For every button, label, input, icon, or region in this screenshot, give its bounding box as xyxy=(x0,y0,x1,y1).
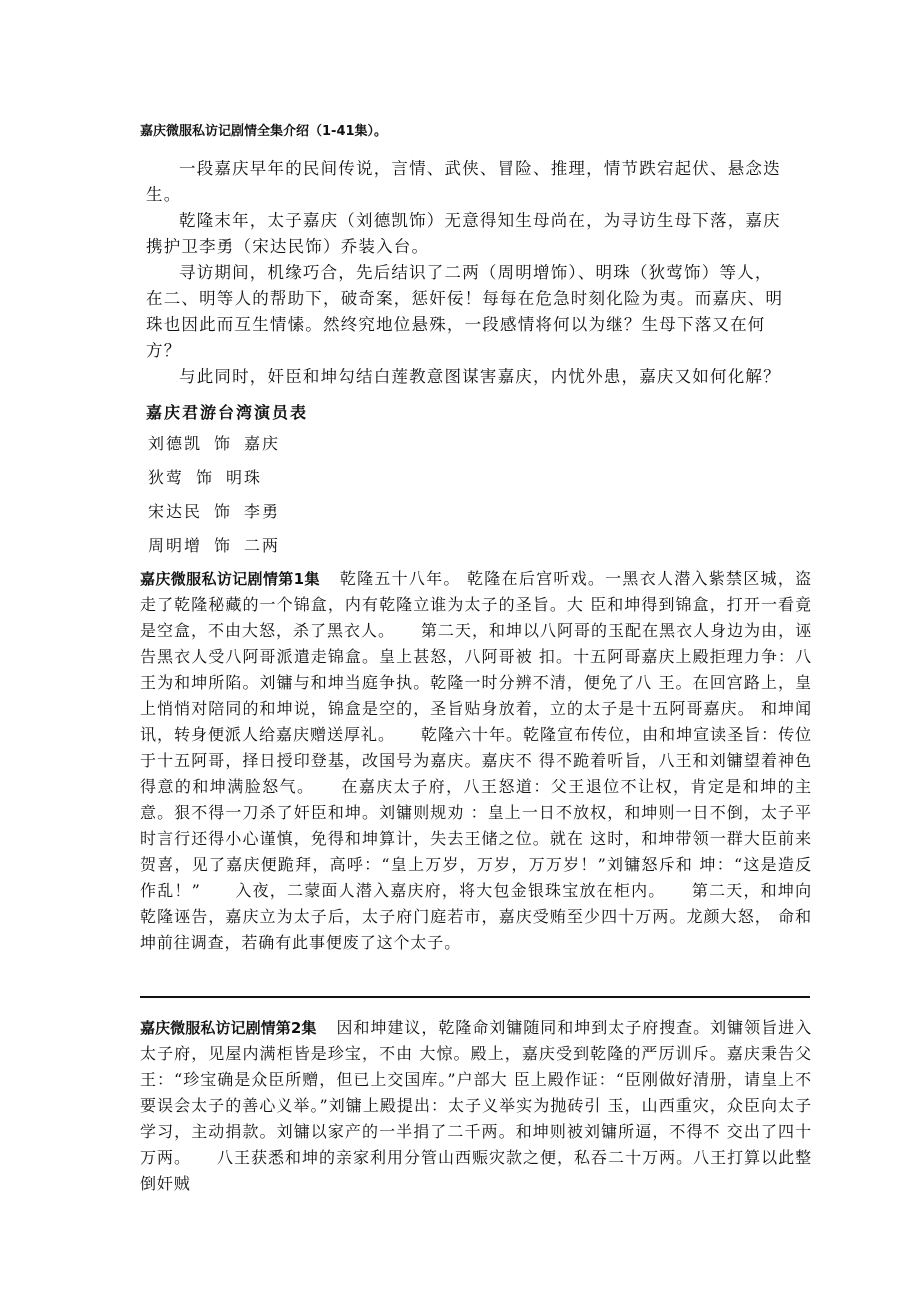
cast-entry xyxy=(148,500,292,534)
episode-2-label: 嘉庆微服私访记剧情第2集 xyxy=(140,1019,317,1037)
cast-actor: 宋达民 xyxy=(148,502,203,521)
cast-verb: 饰 xyxy=(214,434,233,453)
cast-role: 李勇 xyxy=(244,502,281,521)
cast-entry xyxy=(148,432,292,466)
cast-actor: 狄莺 xyxy=(148,468,185,487)
intro-paragraph: 一段嘉庆早年的民间传说，言情、武侠、冒险、推理，情节跌宕起伏、悬念迭生。 xyxy=(146,159,781,204)
cast-verb: 饰 xyxy=(214,536,233,555)
cast-role: 二两 xyxy=(244,536,281,555)
cast-verb: 饰 xyxy=(196,468,215,487)
cast-list xyxy=(148,432,292,568)
cast-actor: 刘德凯 xyxy=(148,434,203,453)
intro-paragraph: 寻访期间，机缘巧合，先后结识了二两（周明增饰）、明珠（狄莺饰）等人，在二、明等人的帮助下，破奇案，惩奸佞！每每在危急时刻化险为夷。而嘉庆、明珠也因此而互生情愫。然终究地位悬殊，一段感情将何以为继？生母下落又在何方？ xyxy=(146,263,784,360)
episode-1-synopsis xyxy=(140,566,812,956)
cast-verb: 饰 xyxy=(214,502,233,521)
section-divider xyxy=(140,996,810,998)
episode-1-label: 嘉庆微服私访记剧情第1集 xyxy=(140,570,320,588)
intro-section xyxy=(146,156,786,390)
intro-paragraph: 乾隆末年，太子嘉庆（刘德凯饰）无意得知生母尚在，为寻访生母下落，嘉庆携护卫李勇（宋达民饰）乔装入台。 xyxy=(146,211,781,256)
intro-paragraph: 与此同时，奸臣和坤勾结白莲教意图谋害嘉庆，内忧外患，嘉庆又如何化解？ xyxy=(179,367,781,386)
cast-entry xyxy=(148,466,292,500)
document-title: 嘉庆微服私访记剧情全集介绍（1-41集）。 xyxy=(140,124,388,139)
cast-role: 嘉庆 xyxy=(244,434,281,453)
cast-role: 明珠 xyxy=(226,468,263,487)
episode-2-synopsis xyxy=(140,1015,812,1197)
cast-entry xyxy=(148,534,292,568)
episode-2-text: 因和坤建议，乾隆命刘镛随同和坤到太子府搜查。刘镛领旨进入太子府，见屋内满柜皆是珍宝，不由 大惊。殿上，嘉庆受到乾隆的严厉训斥。嘉庆秉告父王：“珍宝确是众臣所赠，但已上交国库。”户部大 臣上殿作证：“臣刚做好清册，请皇上不要误会太子的善心义举。”刘镛上殿提出：太子义举实为抛砖引 玉，山西重灾，众臣向太子学习，主动捐款。刘镛以家产的一半捐了二千两。和坤则被刘镛所逼，不得不 交出了四十万两。 八王获悉和坤的亲家利用分管山西赈灾款之便，私吞二十万两。八王打算以此整倒奸贼 xyxy=(140,1018,812,1193)
cast-actor: 周明增 xyxy=(148,536,203,555)
episode-1-text: 乾隆五十八年。 乾隆在后宫听戏。一黑衣人潜入紫禁区城，盗走了乾隆秘藏的一个锦盒，内有乾隆立谁为太子的圣旨。大 臣和坤得到锦盒，打开一看竟是空盒，不由大怒，杀了黑衣人。 第二天，和坤以八阿哥的玉配在黑衣人身边为由，诬告黑衣人受八阿哥派遣走锦盒。皇上甚怒，八阿哥被 扣。十五阿哥嘉庆上殿拒理力争：八王为和坤所陷。刘镛与和坤当庭争执。乾隆一时分辨不清，便免了八 王。在回宫路上，皇上悄悄对陪同的和坤说，锦盒是空的，圣旨贴身放着，立的太子是十五阿哥嘉庆。 和坤闻讯，转身便派人给嘉庆赠送厚礼。 乾隆六十年。乾隆宣布传位，由和坤宣读圣旨：传位于十五阿哥，择日授印登基，改国号为嘉庆。嘉庆不 得不跪着听旨，八王和刘镛望着神色得意的和坤满脸怒气。 在嘉庆太子府，八王怒道：父王退位不让权，肯定是和坤的主意。狠不得一刀杀了奸臣和坤。刘镛则规劝 ：皇上一日不放权，和坤则一日不倒，太子平时言行还得小心谨慎，免得和坤算计，失去王储之位。就在 这时，和坤带领一群大臣前来贺喜，见了嘉庆便跪拜，高呼：“皇上万岁，万岁，万万岁！”刘镛怒斥和 坤：“这是造反作乱！” 入夜，二蒙面人潜入嘉庆府，将大包金银珠宝放在柜内。 第二天，和坤向乾隆诬告，嘉庆立为太子后，太子府门庭若市，嘉庆受贿至少四十万两。龙颜大怒， 命和坤前往调查，若确有此事便废了这个太子。 xyxy=(140,569,812,952)
cast-list-title: 嘉庆君游台湾演员表 xyxy=(146,403,309,422)
